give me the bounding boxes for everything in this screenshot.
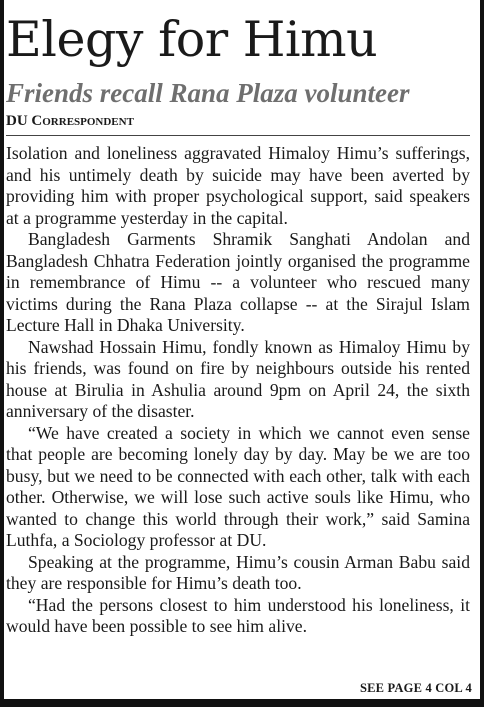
headline: Elegy for Himu [6,11,378,68]
article-body [6,143,470,638]
paragraph: Nawshad Hossain Himu, fondly known as Himaloy Himu by his friends, was found on fire by neighbours outside his rented house at Birulia in Ashulia around 9pm on April 24, the sixth anniversary of the disaster. [6,336,470,421]
byline: DU Correspondent [6,113,134,129]
paragraph: Speaking at the programme, Himu’s cousin Arman Babu said they are responsible for Himu’s death too. [6,551,470,593]
paragraph: Isolation and loneliness aggravated Himaloy Himu’s sufferings, and his untimely death by suicide may have been averted by providing him with proper psychological support, said speakers at a programme yesterday in the capital. [6,143,470,228]
subheadline: Friends recall Rana Plaza volunteer [6,78,410,108]
paragraph: Bangladesh Garments Shramik Sanghati Andolan and Bangladesh Chhatra Federation jointly organised the programme in remembrance of Himu -- a volunteer who rescued many victims during the Rana Plaza collapse -- at the Sirajul Islam Lecture Hall in Dhaka University. [6,229,470,335]
article [6,0,476,638]
byline-divider [6,135,470,136]
continuation-jump-line: SEE PAGE 4 COL 4 [359,681,472,695]
paragraph: “Had the persons closest to him understood his loneliness, it would have been possible to see him alive. [6,594,470,636]
paragraph: “We have created a society in which we cannot even sense that people are becoming lonely day by day. May be we are too busy, but we need to be connected with each other, talk with each other. Otherwise, we will lose such active souls like Himu, who wanted to change this world through their work,” said Samina Luthfa, a Sociology professor at DU. [6,422,470,550]
